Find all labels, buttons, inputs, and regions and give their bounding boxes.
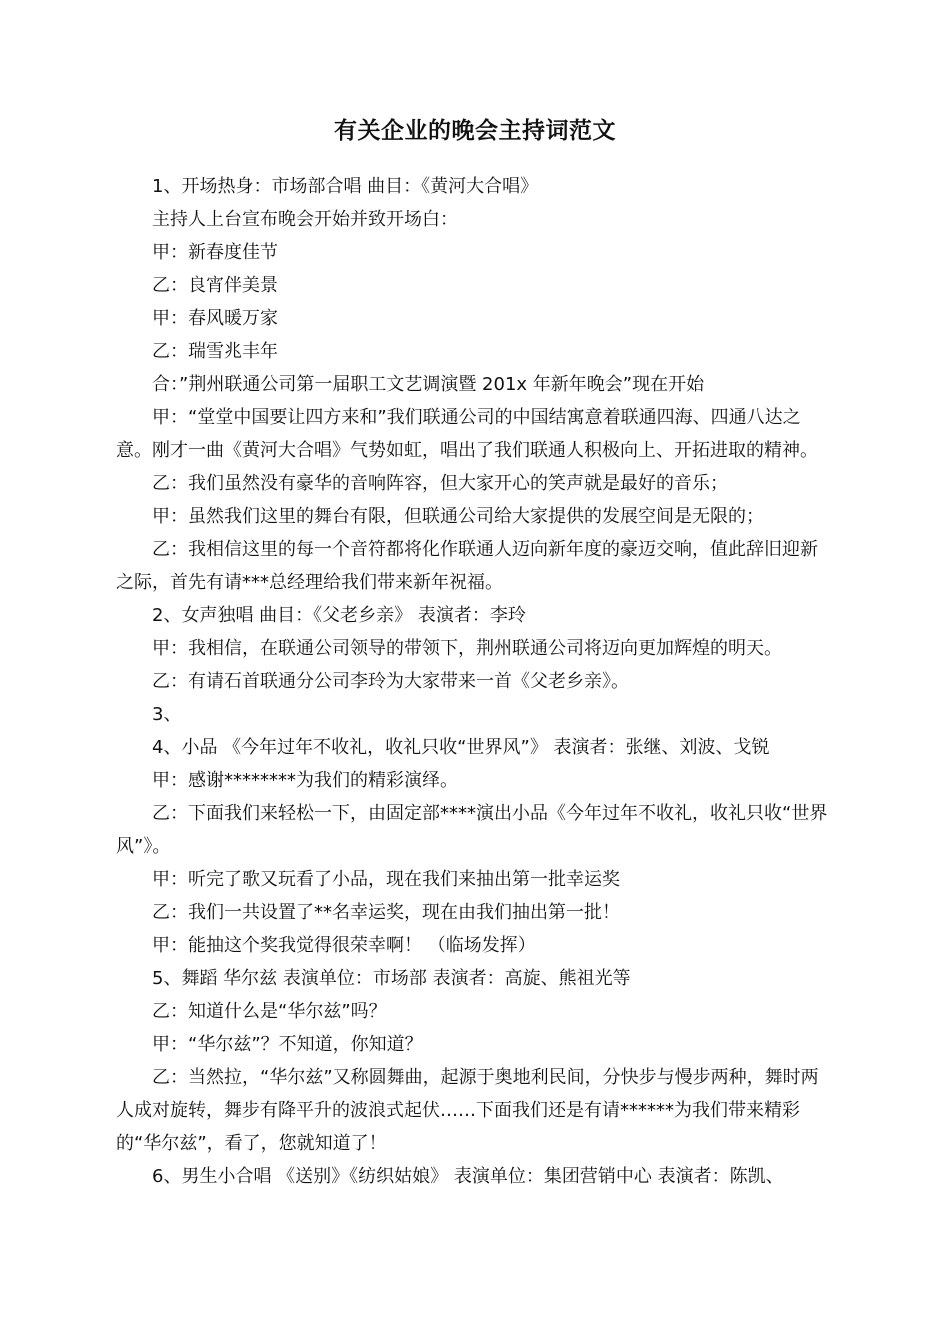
document-body — [116, 170, 834, 1193]
paragraph: 甲：“华尔兹”？不知道，你知道？ — [152, 1034, 423, 1055]
paragraph: 1、开场热身：市场部合唱 曲目：《黄河大合唱》 — [152, 176, 539, 197]
paragraph: 甲：我相信，在联通公司领导的带领下，荆州联通公司将迈向更加辉煌的明天。 — [152, 638, 782, 659]
paragraph: 甲：春风暖万家 — [152, 308, 278, 329]
paragraph: 主持人上台宣布晚会开始并致开场白： — [152, 209, 458, 230]
paragraph: 乙：良宵伴美景 — [152, 275, 278, 296]
paragraph: 乙：我相信这里的每一个音符都将化作联通人迈向新年度的豪迈交响，值此辞旧迎新之际，首先有请***总经理给我们带来新年祝福。 — [116, 539, 818, 593]
paragraph: 合：”荆州联通公司第一届职工文艺调演暨 201x 年新年晚会”现在开始 — [152, 374, 705, 395]
paragraph: 甲：听完了歌又玩看了小品，现在我们来抽出第一批幸运奖 — [152, 869, 620, 890]
paragraph: 乙：下面我们来轻松一下，由固定部****演出小品《今年过年不收礼，收礼只收“世界风”》。 — [116, 803, 828, 857]
paragraph: 甲：“堂堂中国要让四方来和”我们联通公司的中国结寓意着联通四海、四通八达之意。刚才一曲《黄河大合唱》气势如虹，唱出了我们联通人积极向上、开拓进取的精神。 — [116, 407, 818, 461]
paragraph: 3、 — [152, 704, 182, 725]
paragraph: 4、小品 《今年过年不收礼，收礼只收“世界风”》 表演者：张继、刘波、戈锐 — [152, 737, 770, 758]
paragraph: 6、男生小合唱 《送别》《纺织姑娘》 表演单位：集团营销中心 表演者：陈凯、 — [152, 1166, 784, 1187]
paragraph: 甲：虽然我们这里的舞台有限，但联通公司给大家提供的发展空间是无限的； — [152, 506, 764, 527]
paragraph: 乙：有请石首联通分公司李玲为大家带来一首《父老乡亲》。 — [152, 671, 629, 692]
paragraph: 乙：瑞雪兆丰年 — [152, 341, 278, 362]
paragraph: 乙：我们一共设置了**名幸运奖，现在由我们抽出第一批！ — [152, 902, 620, 923]
paragraph: 乙：我们虽然没有豪华的音响阵容，但大家开心的笑声就是最好的音乐； — [152, 473, 728, 494]
paragraph: 甲：新春度佳节 — [152, 242, 278, 263]
paragraph: 乙：知道什么是“华尔兹”吗？ — [152, 1001, 387, 1022]
document-title: 有关企业的晚会主持词范文 — [334, 118, 616, 144]
paragraph: 乙：当然拉，“华尔兹”又称圆舞曲，起源于奥地利民间，分快步与慢步两种，舞时两人成对旋转，舞步有降平升的波浪式起伏……下面我们还是有请******为我们带来精彩的“华尔兹”，看了，您就知道了！ — [116, 1067, 819, 1154]
paragraph: 2、女声独唱 曲目：《父老乡亲》 表演者：李玲 — [152, 605, 526, 626]
paragraph: 甲：能抽这个奖我觉得很荣幸啊！ （临场发挥） — [152, 935, 536, 956]
paragraph: 甲：感谢********为我们的精彩演绎。 — [152, 770, 458, 791]
paragraph: 5、舞蹈 华尔兹 表演单位：市场部 表演者：高旋、熊祖光等 — [152, 968, 631, 989]
